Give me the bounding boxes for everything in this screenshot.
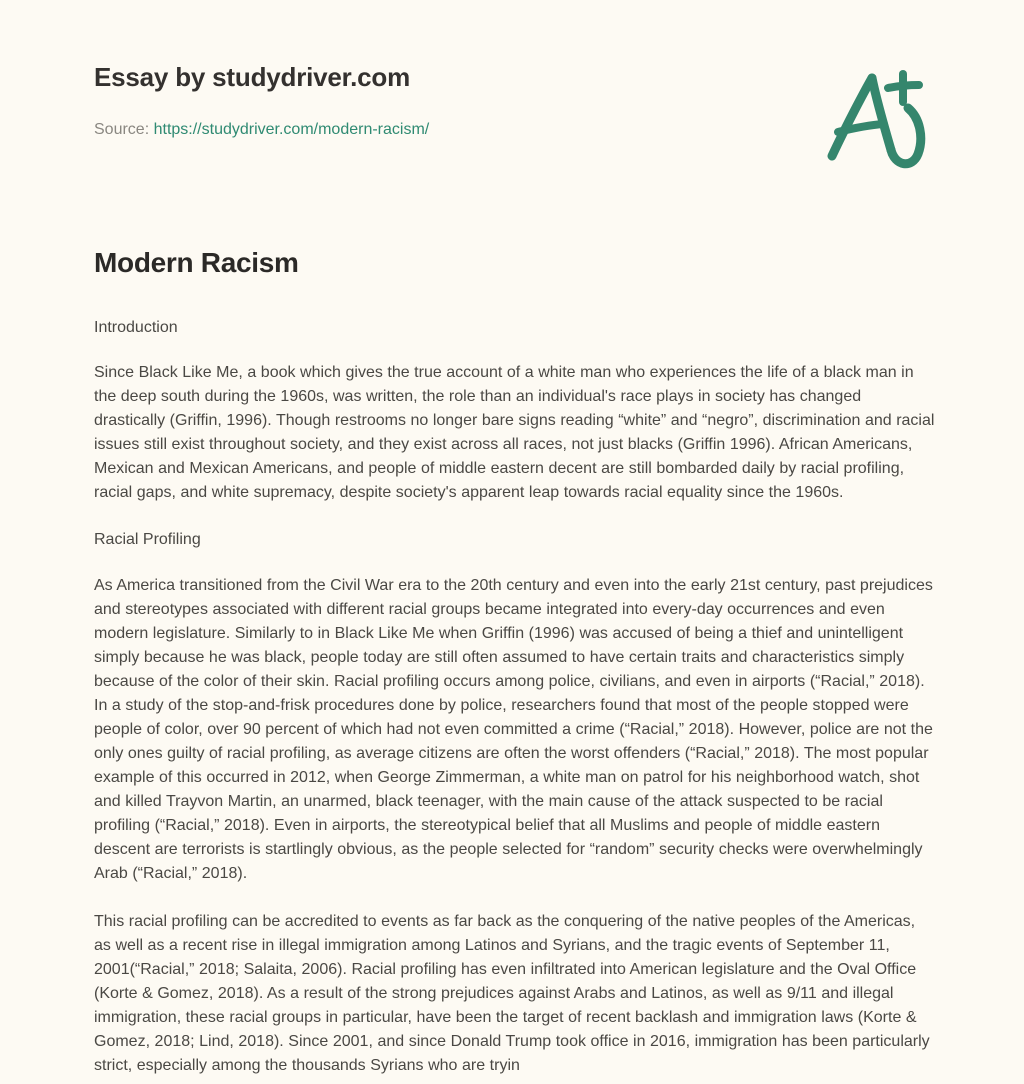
studydriver-a-plus-logo bbox=[812, 66, 932, 178]
page-title: Modern Racism bbox=[94, 247, 299, 278]
paragraph: As America transitioned from the Civil War era to the 20th century and even into the early 21st century, past prejudices and stereotypes associated with different racial groups became integrated into every-day occurrences and even modern legislature. Similarly to in Black Like Me when Griffin (1996) was accused of being a thief and unintelligent simply because he was black, people today are still often assumed to have certain traits and characteristics simply because of the color of their skin. Racial profiling occurs among police, civilians, and even in airports (“Racial,” 2018). In a study of the stop-and-frisk procedures done by police, researchers found that most of the people stopped were people of color, over 90 percent of which had not even committed a crime (“Racial,” 2018). However, police are not the only ones guilty of racial profiling, as average citizens are often the worst offenders (“Racial,” 2018). The most popular example of this occurred in 2012, when George Zimmerman, a white man on patrol for his neighborhood watch, shot and killed Trayvon Martin, an unarmed, black teenager, with the main cause of the attack suspected to be racial profiling (“Racial,” 2018). Even in airports, the stereotypical belief that all Muslims and people of middle eastern descent are terrorists is startlingly obvious, as the people selected for “random” security checks were overwhelmingly Arab (“Racial,” 2018). bbox=[94, 576, 933, 882]
paragraph: Since Black Like Me, a book which gives the true account of a white man who experiences the life of a black man in the deep south during the 1960s, was written, the role than an individual's race plays in society has changed drastically (Griffin, 1996). Though restrooms no longer bare signs reading “white” and “negro”, discrimination and racial issues still exist throughout society, and they exist across all races, not just blacks (Griffin 1996). African Americans, Mexican and Mexican Americans, and people of middle eastern decent are still bombarded daily by racial profiling, racial gaps, and white supremacy, despite society's apparent leap towards racial equality since the 1960s. bbox=[94, 364, 935, 502]
brand-title: Essay by studydriver.com bbox=[94, 62, 411, 92]
source-label: Source: bbox=[94, 121, 150, 138]
section-heading-introduction: Introduction bbox=[94, 318, 178, 336]
source-line bbox=[94, 121, 429, 139]
section-heading-racial-profiling: Racial Profiling bbox=[94, 531, 201, 549]
page-header bbox=[0, 0, 1024, 200]
document-body bbox=[94, 248, 936, 1078]
a-plus-icon bbox=[812, 66, 932, 178]
source-url-link[interactable]: https://studydriver.com/modern-racism/ bbox=[153, 121, 430, 138]
paragraph: This racial profiling can be accredited to events as far back as the conquering of the native peoples of the Americas, as well as a recent rise in illegal immigration among Latinos and Syrians, and the tragic events of September 11, 2001(“Racial,” 2018; Salaita, 2006). Racial profiling has even infiltrated into American legislature and the Oval Office (Korte & Gomez, 2018). As a result of the strong prejudices against Arabs and Latinos, as well as 9/11 and illegal immigration, these racial groups in particular, have been the target of recent backlash and immigration laws (Korte & Gomez, 2018; Lind, 2018). Since 2001, and since Donald Trump took office in 2016, immigration has been particularly strict, especially among the thousands Syrians who are tryin bbox=[94, 912, 930, 1074]
